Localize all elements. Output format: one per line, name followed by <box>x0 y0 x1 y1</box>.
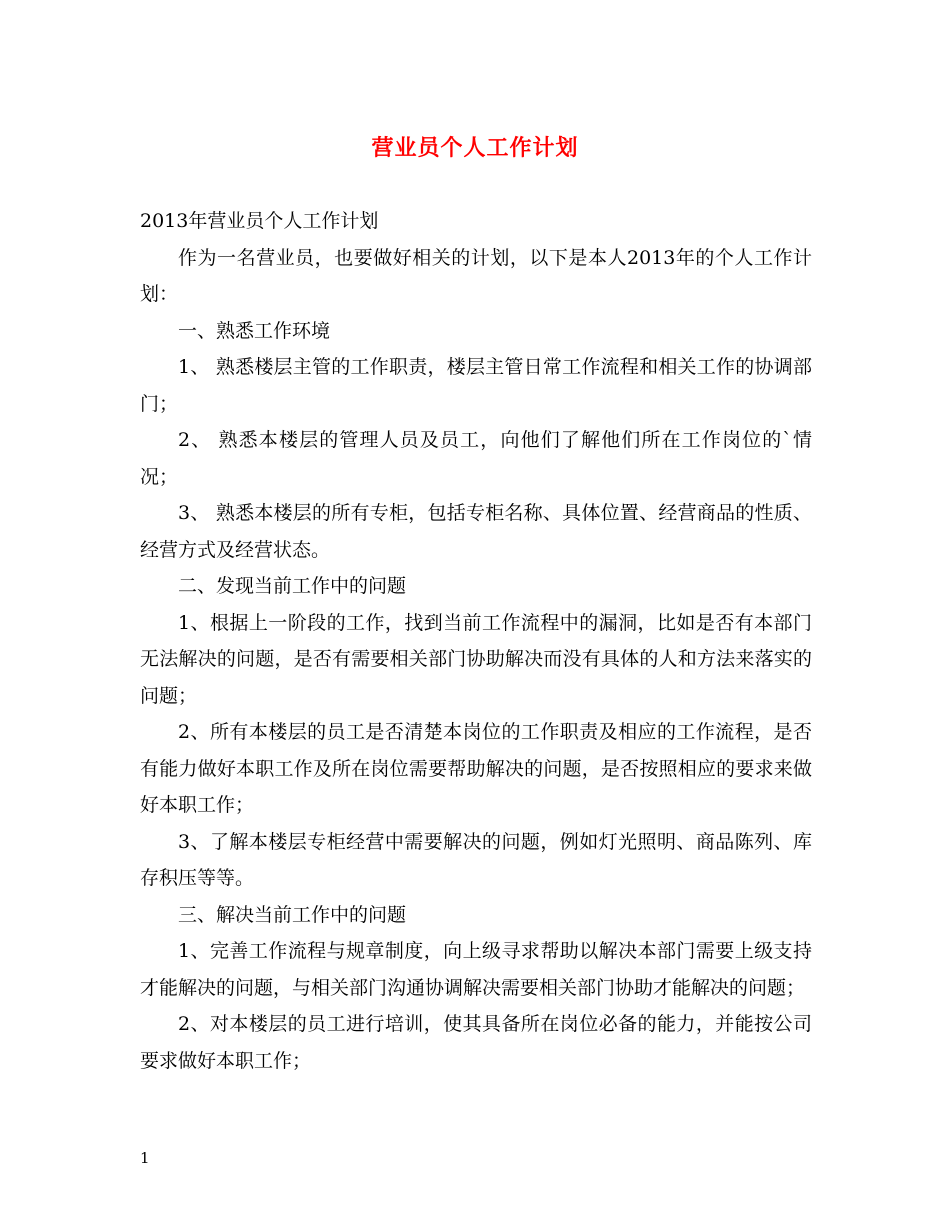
paragraph-3-2: 2、对本楼层的员工进行培训，使其具备所在岗位必备的能力，并能按公司要求做好本职工作； <box>140 1013 812 1072</box>
paragraph-intro: 作为一名营业员，也要做好相关的计划，以下是本人2013年的个人工作计划： <box>140 246 812 305</box>
section-heading-1: 一、熟悉工作环境 <box>178 319 331 342</box>
section-heading-2: 二、发现当前工作中的问题 <box>178 575 407 597</box>
paragraph-1-2: 2、 熟悉本楼层的管理人员及员工，向他们了解他们所在工作岗位的`情况； <box>140 429 812 488</box>
section-heading-3: 三、解决当前工作中的问题 <box>178 903 407 926</box>
document-body <box>140 203 812 1079</box>
paragraph-2-1: 1、根据上一阶段的工作，找到当前工作流程中的漏洞，比如是否有本部门无法解决的问题，是否有需要相关部门协助解决而没有具体的人和方法来落实的问题； <box>140 611 812 707</box>
paragraph-2-2: 2、所有本楼层的员工是否清楚本岗位的工作职责及相应的工作流程，是否有能力做好本职工作及所在岗位需要帮助解决的问题，是否按照相应的要求来做好本职工作； <box>140 721 812 816</box>
paragraph-2-3: 3、了解本楼层专柜经营中需要解决的问题，例如灯光照明、商品陈列、库存积压等等。 <box>140 830 812 889</box>
paragraph-1-1: 1、 熟悉楼层主管的工作职责，楼层主管日常工作流程和相关工作的协调部门； <box>140 356 812 415</box>
paragraph-subtitle: 2013年营业员个人工作计划 <box>140 210 379 232</box>
paragraph-3-1: 1、完善工作流程与规章制度，向上级寻求帮助以解决本部门需要上级支持才能解决的问题，与相关部门沟通协调解决需要相关部门协助才能解决的问题； <box>140 940 812 999</box>
paragraph-1-3: 3、 熟悉本楼层的所有专柜，包括专柜名称、具体位置、经营商品的性质、经营方式及经营状态。 <box>140 502 812 561</box>
document-title: 营业员个人工作计划 <box>371 135 579 161</box>
page-number: 1 <box>140 1149 150 1167</box>
